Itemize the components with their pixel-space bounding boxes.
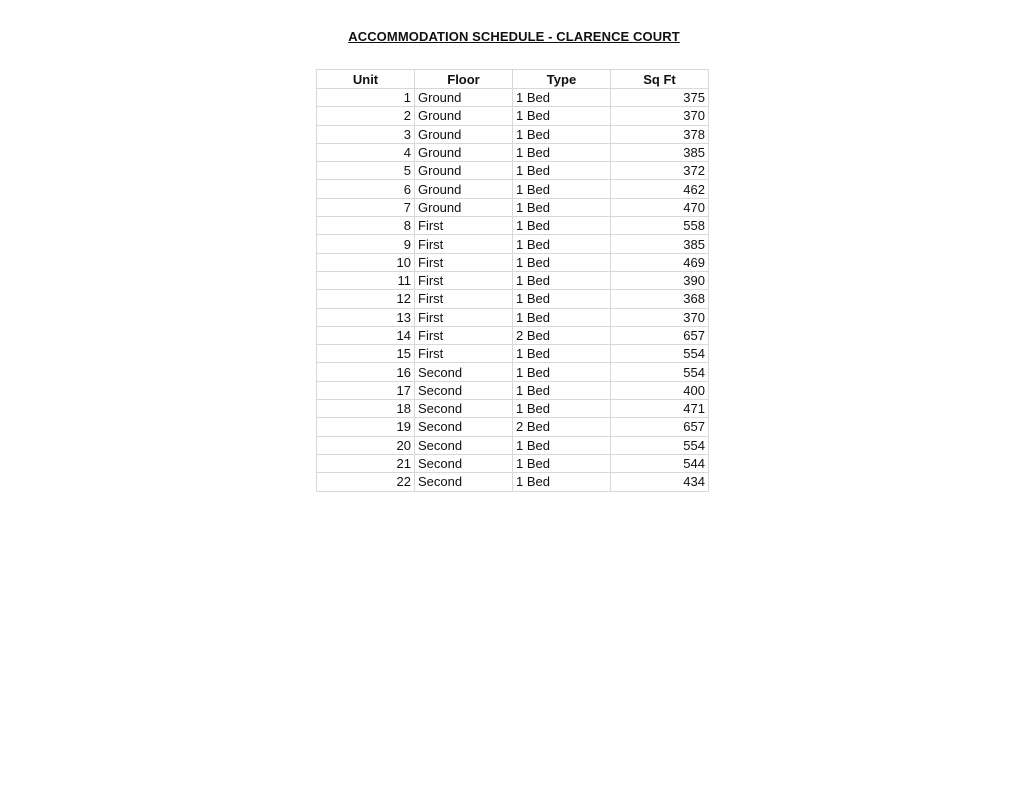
table-header-row bbox=[317, 70, 709, 89]
cell-floor: Second bbox=[415, 363, 513, 381]
cell-type: 1 Bed bbox=[513, 235, 611, 253]
cell-floor: Second bbox=[415, 400, 513, 418]
cell-sqft: 657 bbox=[611, 326, 709, 344]
table-row bbox=[317, 345, 709, 363]
cell-unit: 17 bbox=[317, 381, 415, 399]
cell-unit: 8 bbox=[317, 217, 415, 235]
cell-floor: Ground bbox=[415, 107, 513, 125]
cell-unit: 3 bbox=[317, 125, 415, 143]
cell-floor: Ground bbox=[415, 198, 513, 216]
table-row bbox=[317, 290, 709, 308]
cell-unit: 14 bbox=[317, 326, 415, 344]
cell-unit: 16 bbox=[317, 363, 415, 381]
cell-unit: 4 bbox=[317, 143, 415, 161]
cell-sqft: 370 bbox=[611, 308, 709, 326]
cell-sqft: 558 bbox=[611, 217, 709, 235]
cell-type: 1 Bed bbox=[513, 308, 611, 326]
cell-unit: 12 bbox=[317, 290, 415, 308]
table-row bbox=[317, 107, 709, 125]
cell-sqft: 544 bbox=[611, 454, 709, 472]
table-row bbox=[317, 363, 709, 381]
cell-type: 1 Bed bbox=[513, 290, 611, 308]
cell-type: 1 Bed bbox=[513, 162, 611, 180]
column-header-sqft: Sq Ft bbox=[611, 70, 709, 89]
table-row bbox=[317, 235, 709, 253]
cell-unit: 20 bbox=[317, 436, 415, 454]
table-row bbox=[317, 473, 709, 491]
cell-type: 1 Bed bbox=[513, 454, 611, 472]
table-row bbox=[317, 217, 709, 235]
cell-type: 1 Bed bbox=[513, 400, 611, 418]
cell-type: 1 Bed bbox=[513, 89, 611, 107]
cell-floor: Ground bbox=[415, 180, 513, 198]
cell-sqft: 372 bbox=[611, 162, 709, 180]
cell-type: 2 Bed bbox=[513, 326, 611, 344]
table-row bbox=[317, 125, 709, 143]
cell-unit: 1 bbox=[317, 89, 415, 107]
cell-sqft: 470 bbox=[611, 198, 709, 216]
cell-unit: 19 bbox=[317, 418, 415, 436]
cell-sqft: 370 bbox=[611, 107, 709, 125]
cell-floor: First bbox=[415, 253, 513, 271]
cell-sqft: 385 bbox=[611, 235, 709, 253]
column-header-type: Type bbox=[513, 70, 611, 89]
cell-sqft: 462 bbox=[611, 180, 709, 198]
cell-type: 1 Bed bbox=[513, 107, 611, 125]
cell-unit: 11 bbox=[317, 271, 415, 289]
cell-unit: 7 bbox=[317, 198, 415, 216]
cell-sqft: 434 bbox=[611, 473, 709, 491]
table-row bbox=[317, 436, 709, 454]
cell-sqft: 400 bbox=[611, 381, 709, 399]
cell-floor: First bbox=[415, 326, 513, 344]
cell-sqft: 368 bbox=[611, 290, 709, 308]
cell-unit: 9 bbox=[317, 235, 415, 253]
table-row bbox=[317, 143, 709, 161]
cell-unit: 13 bbox=[317, 308, 415, 326]
cell-sqft: 469 bbox=[611, 253, 709, 271]
cell-floor: Ground bbox=[415, 162, 513, 180]
cell-floor: First bbox=[415, 345, 513, 363]
cell-sqft: 554 bbox=[611, 436, 709, 454]
column-header-floor: Floor bbox=[415, 70, 513, 89]
cell-type: 1 Bed bbox=[513, 436, 611, 454]
table-row bbox=[317, 308, 709, 326]
cell-floor: First bbox=[415, 308, 513, 326]
cell-sqft: 471 bbox=[611, 400, 709, 418]
cell-sqft: 375 bbox=[611, 89, 709, 107]
cell-type: 1 Bed bbox=[513, 363, 611, 381]
table-row bbox=[317, 180, 709, 198]
cell-sqft: 657 bbox=[611, 418, 709, 436]
cell-floor: First bbox=[415, 271, 513, 289]
cell-floor: Ground bbox=[415, 143, 513, 161]
table-row bbox=[317, 198, 709, 216]
table-row bbox=[317, 162, 709, 180]
cell-sqft: 390 bbox=[611, 271, 709, 289]
page-title: ACCOMMODATION SCHEDULE - CLARENCE COURT bbox=[348, 29, 680, 44]
cell-type: 1 Bed bbox=[513, 125, 611, 143]
cell-floor: Ground bbox=[415, 89, 513, 107]
cell-unit: 2 bbox=[317, 107, 415, 125]
cell-floor: Second bbox=[415, 381, 513, 399]
cell-type: 1 Bed bbox=[513, 143, 611, 161]
table-row bbox=[317, 271, 709, 289]
cell-floor: Second bbox=[415, 418, 513, 436]
cell-type: 1 Bed bbox=[513, 271, 611, 289]
cell-unit: 15 bbox=[317, 345, 415, 363]
cell-floor: Second bbox=[415, 454, 513, 472]
cell-type: 1 Bed bbox=[513, 180, 611, 198]
table-row bbox=[317, 454, 709, 472]
cell-sqft: 554 bbox=[611, 345, 709, 363]
cell-type: 1 Bed bbox=[513, 473, 611, 491]
cell-type: 1 Bed bbox=[513, 198, 611, 216]
cell-unit: 18 bbox=[317, 400, 415, 418]
table-row bbox=[317, 418, 709, 436]
accommodation-schedule-table bbox=[316, 69, 709, 492]
cell-unit: 5 bbox=[317, 162, 415, 180]
cell-sqft: 554 bbox=[611, 363, 709, 381]
cell-type: 1 Bed bbox=[513, 217, 611, 235]
table-body bbox=[317, 89, 709, 492]
cell-floor: First bbox=[415, 217, 513, 235]
cell-unit: 21 bbox=[317, 454, 415, 472]
cell-type: 1 Bed bbox=[513, 345, 611, 363]
table-row bbox=[317, 253, 709, 271]
cell-type: 2 Bed bbox=[513, 418, 611, 436]
cell-floor: Ground bbox=[415, 125, 513, 143]
cell-floor: Second bbox=[415, 436, 513, 454]
table-row bbox=[317, 381, 709, 399]
cell-floor: Second bbox=[415, 473, 513, 491]
cell-type: 1 Bed bbox=[513, 381, 611, 399]
cell-unit: 10 bbox=[317, 253, 415, 271]
cell-sqft: 378 bbox=[611, 125, 709, 143]
column-header-unit: Unit bbox=[317, 70, 415, 89]
table-row bbox=[317, 400, 709, 418]
cell-floor: First bbox=[415, 235, 513, 253]
cell-unit: 6 bbox=[317, 180, 415, 198]
cell-floor: First bbox=[415, 290, 513, 308]
cell-sqft: 385 bbox=[611, 143, 709, 161]
cell-unit: 22 bbox=[317, 473, 415, 491]
table-row bbox=[317, 326, 709, 344]
table-row bbox=[317, 89, 709, 107]
cell-type: 1 Bed bbox=[513, 253, 611, 271]
